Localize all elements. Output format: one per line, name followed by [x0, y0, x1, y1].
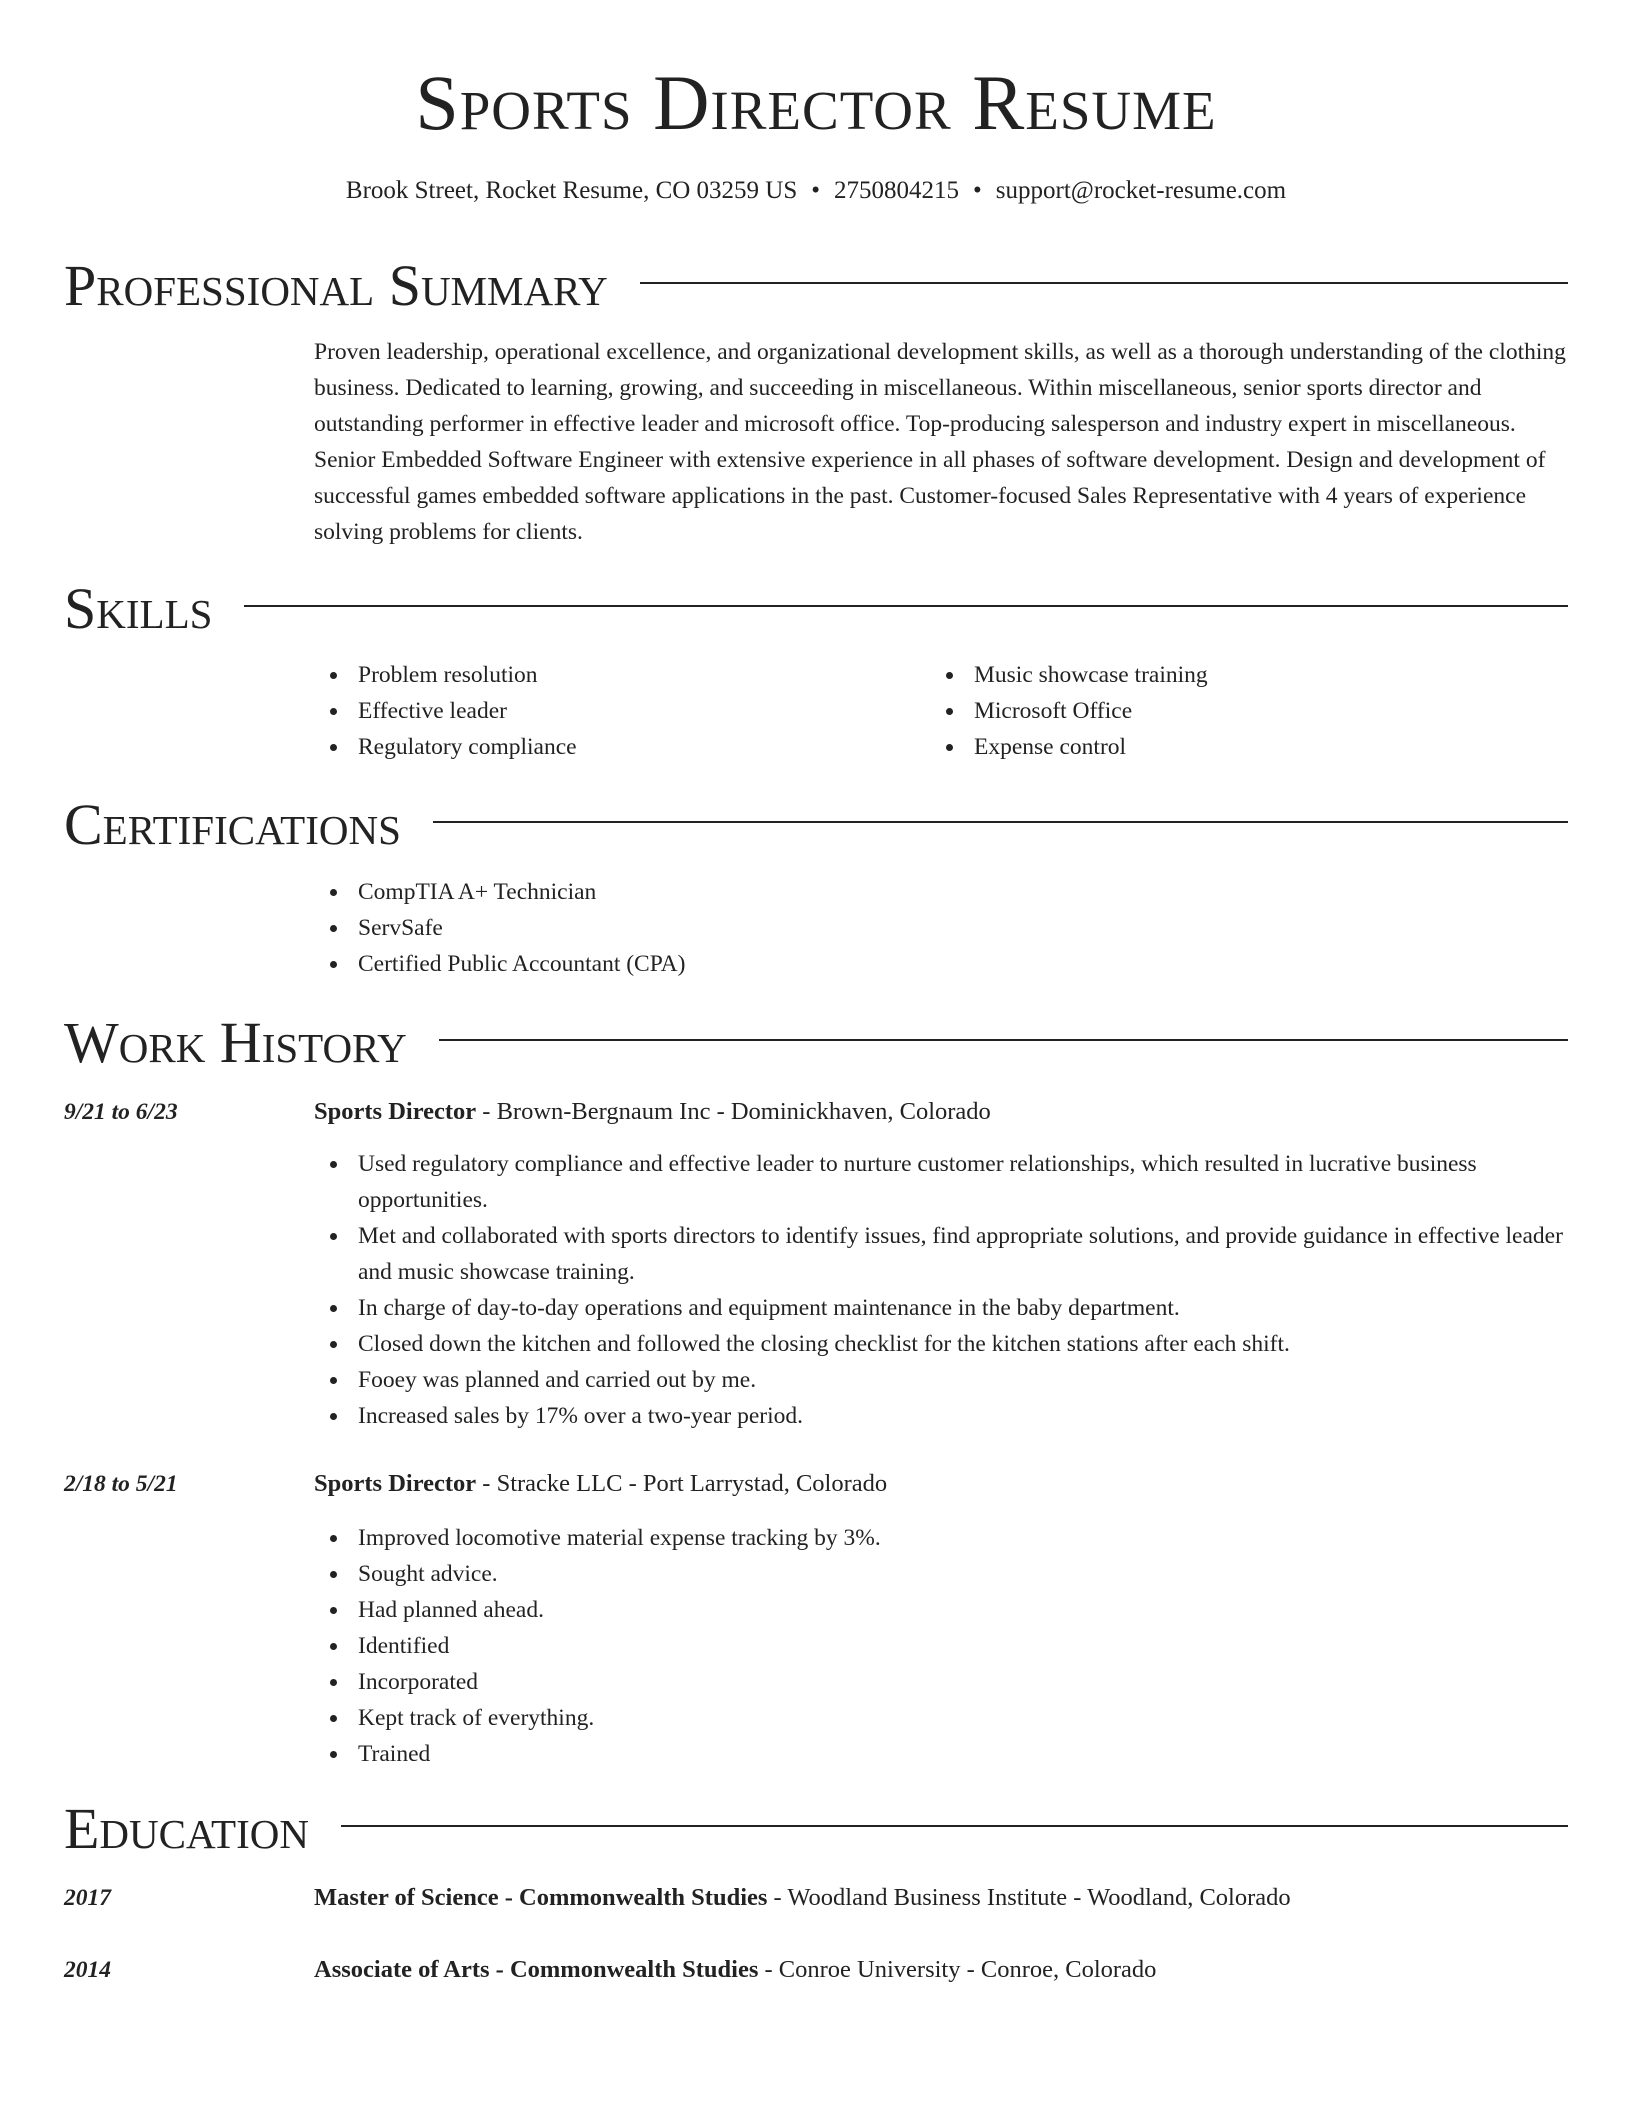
email: support@rocket-resume.com — [995, 177, 1287, 204]
job-details: - Brown-Bergnaum Inc - Dominickhaven, Colorado — [476, 1098, 991, 1125]
section-title: Professional Summary — [64, 253, 608, 318]
certifications-list — [314, 874, 1568, 982]
school-details: - Woodland Business Institute - Woodland, Colorado — [767, 1884, 1291, 1911]
certification-item: ServSafe — [314, 910, 1568, 946]
job-details: - Stracke LLC - Port Larrystad, Colorado — [476, 1470, 888, 1497]
work-section-header — [64, 1011, 1568, 1075]
certifications-section-header — [64, 793, 1568, 857]
skill-item: Effective leader — [314, 693, 930, 729]
job-bullet: In charge of day-to-day operations and equipment maintenance in the baby department. — [314, 1290, 1568, 1326]
job-bullet: Incorporated — [314, 1664, 1568, 1700]
job-heading — [314, 1094, 1568, 1130]
job-bullet: Met and collaborated with sports directors to identify issues, find appropriate solutions, and provide guidance in effective leader and music showcase training. — [314, 1218, 1568, 1290]
section-divider — [244, 605, 1568, 607]
section-title: Education — [64, 1796, 309, 1861]
education-entry — [314, 1952, 1568, 1988]
skill-item: Problem resolution — [314, 657, 930, 693]
skills-column-right — [930, 657, 1546, 765]
job-bullet: Kept track of everything. — [314, 1700, 1568, 1736]
resume-title: Sports Director Resume — [415, 59, 1217, 146]
education-year: 2017 — [64, 1885, 111, 1911]
section-divider — [433, 821, 1568, 823]
skills-column-left — [314, 657, 930, 765]
job-heading — [314, 1466, 1568, 1502]
section-divider — [439, 1039, 1568, 1041]
certification-item: Certified Public Accountant (CPA) — [314, 946, 1568, 982]
degree: Master of Science - Commonwealth Studies — [314, 1884, 768, 1911]
job-bullet: Increased sales by 17% over a two-year period. — [314, 1398, 1568, 1434]
contact-line — [0, 174, 1632, 208]
section-title: Skills — [64, 576, 213, 641]
education-entry — [314, 1880, 1568, 1916]
summary-text: Proven leadership, operational excellence, and organizational development skills, as well as a thorough understanding of the clothing business. Dedicated to learning, growing, and succeeding in miscellaneous. Within miscellaneous, senior sports director and outstanding performer in effective leader and microsoft office. Top-producing salesperson and industry expert in miscellaneous. Senior Embedded Software Engineer with extensive experience in all phases of software development. Design and development of successful games embedded software applications in the past. Customer-focused Sales Representative with 4 years of experience solving problems for clients. — [314, 339, 1566, 545]
job-entry — [314, 1466, 1568, 1772]
skill-item: Regulatory compliance — [314, 729, 930, 765]
education-section-header — [64, 1797, 1568, 1861]
job-bullet: Used regulatory compliance and effective leader to nurture customer relationships, which resulted in lucrative business opportunities. — [314, 1146, 1568, 1218]
education-year: 2014 — [64, 1957, 111, 1983]
certification-item: CompTIA A+ Technician — [314, 874, 1568, 910]
skills-list — [314, 657, 1568, 765]
section-title: Certifications — [64, 792, 401, 857]
separator-dot: • — [811, 177, 821, 204]
section-divider — [640, 282, 1568, 284]
skill-item: Expense control — [930, 729, 1546, 765]
address: Brook Street, Rocket Resume, CO 03259 US — [345, 177, 798, 204]
section-divider — [341, 1825, 1568, 1827]
job-title: Sports Director — [314, 1098, 477, 1125]
section-title: Work History — [64, 1010, 407, 1075]
phone: 2750804215 — [834, 177, 960, 204]
job-bullet: Identified — [314, 1628, 1568, 1664]
school-details: - Conroe University - Conroe, Colorado — [758, 1956, 1157, 1983]
separator-dot: • — [973, 177, 982, 204]
skill-item: Music showcase training — [930, 657, 1546, 693]
job-bullet: Closed down the kitchen and followed the closing checklist for the kitchen stations after each shift. — [314, 1326, 1568, 1362]
job-bullet: Had planned ahead. — [314, 1592, 1568, 1628]
job-entry — [314, 1094, 1568, 1434]
degree: Associate of Arts - Commonwealth Studies — [314, 1956, 759, 1983]
job-bullet: Improved locomotive material expense tracking by 3%. — [314, 1520, 1568, 1556]
job-title: Sports Director — [314, 1470, 477, 1497]
job-dates: 2/18 to 5/21 — [64, 1471, 178, 1497]
job-bullet: Sought advice. — [314, 1556, 1568, 1592]
skill-item: Microsoft Office — [930, 693, 1546, 729]
job-dates: 9/21 to 6/23 — [64, 1099, 178, 1125]
skills-section-header — [64, 577, 1568, 641]
summary-section-header — [64, 254, 1568, 318]
job-bullet: Trained — [314, 1736, 1568, 1772]
job-bullet: Fooey was planned and carried out by me. — [314, 1362, 1568, 1398]
